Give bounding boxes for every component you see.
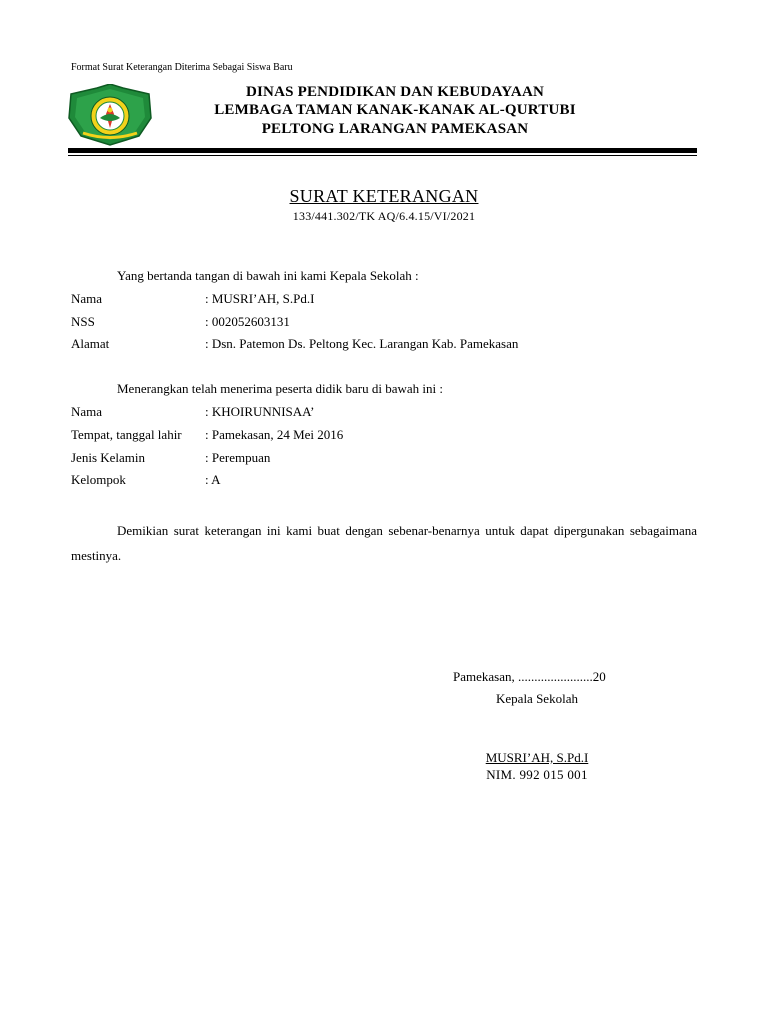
document-title-wrap bbox=[0, 186, 768, 207]
student-label-birth: Tempat, tanggal lahir bbox=[71, 427, 182, 442]
signature-name: MUSRI’AH, S.Pd.I bbox=[485, 750, 589, 765]
signature-place-date: Pamekasan, .......................20 bbox=[453, 669, 606, 684]
signatory-value-name: : MUSRI’AH, S.Pd.I bbox=[205, 291, 315, 306]
letterhead-line-2: LEMBAGA TAMAN KANAK-KANAK AL-QURTUBI bbox=[214, 102, 576, 118]
document-number: 133/441.302/TK AQ/6.4.15/VI/2021 bbox=[292, 209, 476, 223]
signatory-label-nss: NSS bbox=[71, 314, 95, 329]
format-note: Format Surat Keterangan Diterima Sebagai Siswa Baru bbox=[71, 62, 293, 73]
student-label-group: Kelompok bbox=[71, 472, 126, 487]
student-value-birth: : Pamekasan, 24 Mei 2016 bbox=[205, 427, 344, 442]
student-label-name: Nama bbox=[71, 404, 103, 419]
closing-paragraph: Demikian surat keterangan ini kami buat dengan sebenar-benarnya untuk dapat dipergunakan sebagaimana mestinya. bbox=[71, 523, 697, 563]
school-emblem-icon bbox=[67, 84, 153, 146]
statement-paragraph: Menerangkan telah menerima peserta didik baru di bawah ini : bbox=[117, 381, 443, 396]
signatory-label-name: Nama bbox=[71, 291, 103, 306]
closing-paragraph-wrap bbox=[71, 518, 697, 568]
document-title: SURAT KETERANGAN bbox=[289, 186, 479, 206]
student-value-gender: : Perempuan bbox=[205, 450, 271, 465]
letterhead-line-1: DINAS PENDIDIKAN DAN KEBUDAYAAN bbox=[245, 84, 545, 100]
signature-role: Kepala Sekolah bbox=[496, 691, 578, 706]
signatory-value-address: : Dsn. Patemon Ds. Peltong Kec. Larangan Kab. Pamekasan bbox=[205, 336, 519, 351]
signatory-value-nss: : 002052603131 bbox=[205, 314, 290, 329]
intro-paragraph: Yang bertanda tangan di bawah ini kami Kepala Sekolah : bbox=[117, 268, 419, 283]
letterhead-divider-thin bbox=[68, 155, 697, 156]
student-value-name: : KHOIRUNNISAA’ bbox=[205, 404, 315, 419]
letterhead-divider-thick bbox=[68, 148, 697, 153]
signatory-label-address: Alamat bbox=[71, 336, 110, 351]
signature-name-wrap bbox=[440, 750, 634, 766]
signature-nim: NIM. 992 015 001 bbox=[486, 767, 588, 782]
student-value-group: : A bbox=[205, 472, 221, 487]
student-label-gender: Jenis Kelamin bbox=[71, 450, 146, 465]
letterhead-line-3: PELTONG LARANGAN PAMEKASAN bbox=[261, 121, 529, 137]
